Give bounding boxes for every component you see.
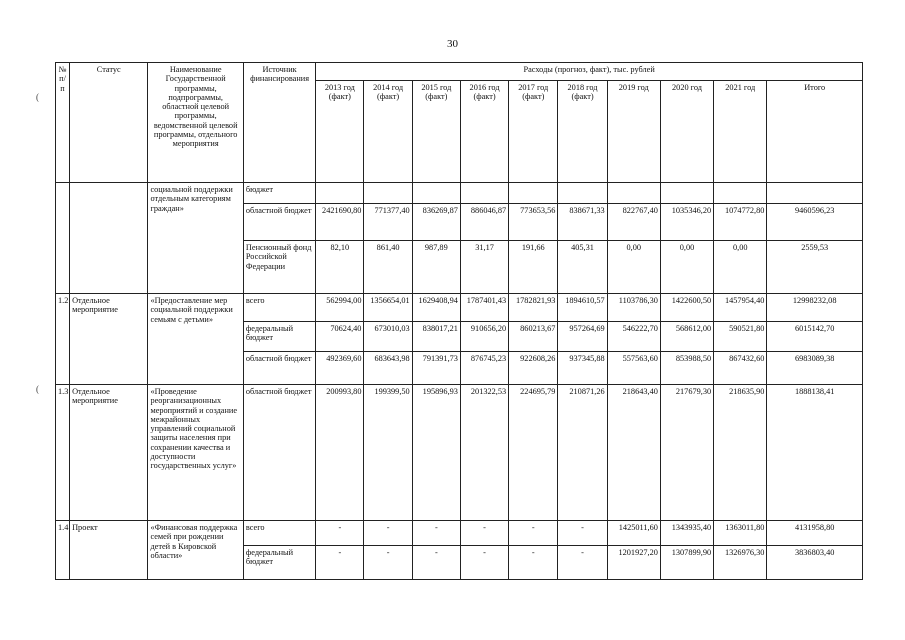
table-row <box>56 183 863 204</box>
value-cell: 853988,50 <box>660 352 713 385</box>
value-cell: 822767,40 <box>607 204 660 241</box>
value-cell <box>412 183 460 204</box>
value-cell: 673010,03 <box>364 322 412 352</box>
value-cell: 217679,30 <box>660 385 713 521</box>
value-cell: 861,40 <box>364 241 412 294</box>
header-year: 2013 год (факт) <box>316 81 364 183</box>
value-cell: 218643,40 <box>607 385 660 521</box>
row-num: 1.2 <box>56 294 70 385</box>
value-cell <box>660 183 713 204</box>
margin-mark: ( <box>36 92 39 102</box>
value-cell: 568612,00 <box>660 322 713 352</box>
value-cell <box>714 183 767 204</box>
value-cell: 210871,26 <box>558 385 607 521</box>
value-cell <box>460 183 508 204</box>
value-cell: 1629408,94 <box>412 294 460 322</box>
value-cell: 867432,60 <box>714 352 767 385</box>
header-name: Наименование Государственной программы, подпрограммы, областной целевой программы, ведомственной целевой программы, отдельного мероприятия <box>148 63 243 183</box>
value-cell: 31,17 <box>460 241 508 294</box>
value-cell: 1422600,50 <box>660 294 713 322</box>
value-cell: - <box>364 546 412 580</box>
value-cell: 1457954,40 <box>714 294 767 322</box>
value-cell: 557563,60 <box>607 352 660 385</box>
header-num: № п/п <box>56 63 70 183</box>
row-status: Проект <box>70 521 148 580</box>
table-row <box>56 294 863 322</box>
header-year: 2017 год (факт) <box>509 81 558 183</box>
value-cell: 1201927,20 <box>607 546 660 580</box>
total-cell: 1888138,41 <box>767 385 863 521</box>
value-cell: 590521,80 <box>714 322 767 352</box>
value-cell: 771377,40 <box>364 204 412 241</box>
value-cell <box>558 183 607 204</box>
row-status: Отдельное мероприятие <box>70 294 148 385</box>
value-cell: - <box>412 546 460 580</box>
value-cell: - <box>558 521 607 546</box>
table-row <box>56 385 863 521</box>
value-cell: 838017,21 <box>412 322 460 352</box>
value-cell: 937345,88 <box>558 352 607 385</box>
row-status <box>70 183 148 294</box>
header-year: 2019 год <box>607 81 660 183</box>
row-name: «Проведение реорганизационных мероприятий и создание межрайонных управлений социальной защиты населения при сохранении качества и доступности государственных услуг» <box>148 385 243 521</box>
header-year: Итого <box>767 81 863 183</box>
row-status: Отдельное мероприятие <box>70 385 148 521</box>
header-expenses: Расходы (прогноз, факт), тыс. рублей <box>316 63 863 81</box>
row-num <box>56 183 70 294</box>
row-source: федеральный бюджет <box>243 322 315 352</box>
value-cell <box>509 183 558 204</box>
value-cell: 922608,26 <box>509 352 558 385</box>
value-cell: 201322,53 <box>460 385 508 521</box>
row-source: областной бюджет <box>243 204 315 241</box>
margin-mark: ( <box>36 384 39 394</box>
total-cell: 3836803,40 <box>767 546 863 580</box>
value-cell: - <box>509 521 558 546</box>
row-source: всего <box>243 294 315 322</box>
value-cell: - <box>316 521 364 546</box>
value-cell: 70624,40 <box>316 322 364 352</box>
row-num: 1.3 <box>56 385 70 521</box>
value-cell: - <box>412 521 460 546</box>
header-year: 2018 год (факт) <box>558 81 607 183</box>
value-cell: 683643,98 <box>364 352 412 385</box>
value-cell <box>316 183 364 204</box>
value-cell <box>607 183 660 204</box>
value-cell: 957264,69 <box>558 322 607 352</box>
row-source: бюджет <box>243 183 315 204</box>
row-name: «Финансовая поддержка семей при рождении детей в Кировской области» <box>148 521 243 580</box>
value-cell: 562994,00 <box>316 294 364 322</box>
value-cell: 2421690,80 <box>316 204 364 241</box>
total-cell: 2559,53 <box>767 241 863 294</box>
value-cell: - <box>364 521 412 546</box>
header-status: Статус <box>70 63 148 183</box>
value-cell: 791391,73 <box>412 352 460 385</box>
row-source: федеральный бюджет <box>243 546 315 580</box>
value-cell: 218635,90 <box>714 385 767 521</box>
value-cell: 876745,23 <box>460 352 508 385</box>
value-cell: 1782821,93 <box>509 294 558 322</box>
total-cell: 9460596,23 <box>767 204 863 241</box>
row-num: 1.4 <box>56 521 70 580</box>
value-cell: 987,89 <box>412 241 460 294</box>
header-year: 2014 год (факт) <box>364 81 412 183</box>
value-cell: 224695,79 <box>509 385 558 521</box>
value-cell: 492369,60 <box>316 352 364 385</box>
total-cell: 4131958,80 <box>767 521 863 546</box>
value-cell: - <box>460 546 508 580</box>
row-name: «Предоставление мер социальной поддержки семьям с детьми» <box>148 294 243 385</box>
budget-table <box>55 62 863 580</box>
value-cell: 405,31 <box>558 241 607 294</box>
header-year: 2021 год <box>714 81 767 183</box>
value-cell: 0,00 <box>714 241 767 294</box>
value-cell: 0,00 <box>607 241 660 294</box>
value-cell: - <box>316 546 364 580</box>
value-cell: 910656,20 <box>460 322 508 352</box>
value-cell: 191,66 <box>509 241 558 294</box>
row-name: социальной поддержки отдельным категориям граждан» <box>148 183 243 294</box>
value-cell: 546222,70 <box>607 322 660 352</box>
row-source: областной бюджет <box>243 352 315 385</box>
row-source: Пенсионный фонд Российской Федерации <box>243 241 315 294</box>
header-source: Источник финансирования <box>243 63 315 183</box>
value-cell: 82,10 <box>316 241 364 294</box>
value-cell: - <box>558 546 607 580</box>
value-cell: 1787401,43 <box>460 294 508 322</box>
row-source: областной бюджет <box>243 385 315 521</box>
value-cell: 773653,56 <box>509 204 558 241</box>
value-cell <box>364 183 412 204</box>
value-cell: 1343935,40 <box>660 521 713 546</box>
value-cell: - <box>509 546 558 580</box>
value-cell: - <box>460 521 508 546</box>
header-year: 2015 год (факт) <box>412 81 460 183</box>
value-cell: 1103786,30 <box>607 294 660 322</box>
value-cell: 860213,67 <box>509 322 558 352</box>
value-cell: 886046,87 <box>460 204 508 241</box>
value-cell: 1035346,20 <box>660 204 713 241</box>
value-cell: 1425011,60 <box>607 521 660 546</box>
table-row <box>56 521 863 546</box>
row-source: всего <box>243 521 315 546</box>
value-cell: 836269,87 <box>412 204 460 241</box>
total-cell <box>767 183 863 204</box>
page-number: 30 <box>447 38 458 50</box>
value-cell: 1363011,80 <box>714 521 767 546</box>
value-cell: 1074772,80 <box>714 204 767 241</box>
value-cell: 1307899,90 <box>660 546 713 580</box>
value-cell: 0,00 <box>660 241 713 294</box>
total-cell: 6015142,70 <box>767 322 863 352</box>
value-cell: 838671,33 <box>558 204 607 241</box>
value-cell: 1356654,01 <box>364 294 412 322</box>
value-cell: 1894610,57 <box>558 294 607 322</box>
value-cell: 195896,93 <box>412 385 460 521</box>
value-cell: 200993,80 <box>316 385 364 521</box>
header-year: 2016 год (факт) <box>460 81 508 183</box>
total-cell: 6983089,38 <box>767 352 863 385</box>
total-cell: 12998232,08 <box>767 294 863 322</box>
value-cell: 1326976,30 <box>714 546 767 580</box>
value-cell: 199399,50 <box>364 385 412 521</box>
header-year: 2020 год <box>660 81 713 183</box>
